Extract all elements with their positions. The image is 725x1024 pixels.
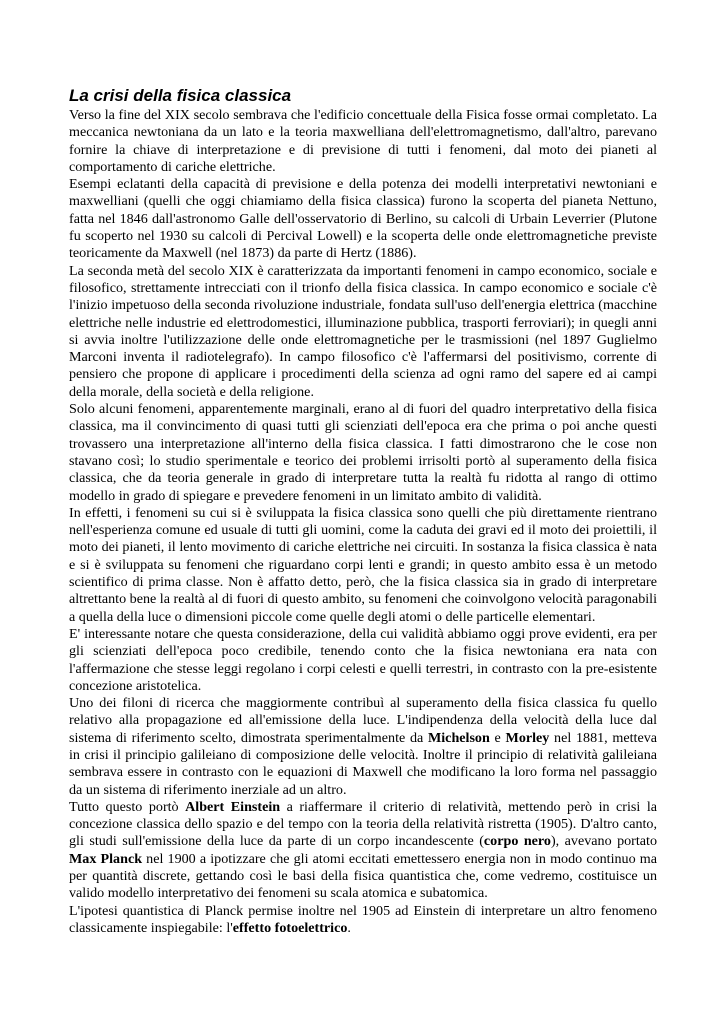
text-run: nel 1900 a ipotizzare che gli atomi eccitati emettessero energia non in modo continuo ma per quantità discrete, gettando così le basi della fisica quantistica che, come vedremo, costituisce un valido modello interpretativo dei fenomeni su scala atomica e subatomica. <box>69 850 657 902</box>
paragraph <box>69 107 657 176</box>
paragraph <box>69 626 657 695</box>
text-run: a riaffermare il criterio di relatività, mettendo però in crisi la concezione classica dello spazio e del tempo con la teoria della relatività ristretta (1905). D'altro canto, gli studi sull'emissione della luce da parte di un corpo incandescente ( <box>69 798 657 850</box>
text-run: Uno dei filoni di ricerca che maggiormente contribuì al superamento della fisica classica fu quello relativo alla propagazione ed all'emissione della luce. L'indipendenza della velocità della luce dal sistema di riferimento scelto, dimostrata sperimentalmente da <box>69 695 657 746</box>
bold-term: effetto fotoelettrico <box>232 919 348 936</box>
paragraph <box>69 176 657 262</box>
bold-term: Max Planck <box>69 850 143 867</box>
text-run: Esempi eclatanti della capacità di previsione e della potenza dei modelli interpretativi newtoniani e maxwelliani (quelli che oggi chiamiamo della fisica classica) furono la scoperta del pianeta Nettuno, fatta nel 1846 dall'astronomo Galle dell'osservatorio di Berlino, su calcoli di Urbain Leverrier (Plutone fu scoperto nel 1930 su calcoli di Percival Lowell) e la scoperta delle onde elettromagnetiche previste teoricamente da Maxwell (nel 1873) da parte di Hertz (1886). <box>69 176 657 262</box>
paragraph <box>69 903 657 938</box>
bold-term: corpo nero <box>483 833 551 850</box>
text-run: . <box>347 919 351 936</box>
text-run: ), avevano portato <box>550 833 658 850</box>
page-title: La crisi della fisica classica <box>69 86 292 105</box>
document-page <box>69 86 657 937</box>
text-run: L'ipotesi quantistica di Planck permise inoltre nel 1905 ad Einstein di interpretare un altro fenomeno classicamente inspiegabile: l' <box>69 902 657 936</box>
bold-term: Michelson <box>427 729 490 746</box>
text-run: Verso la fine del XIX secolo sembrava che l'edificio concettuale della Fisica fosse ormai completato. La meccanica newtoniana da un lato e la teoria maxwelliana dell'elettromagnetismo, dall'altro, parevano fornire la chiave di interpretazione e di previsione di tutti i fenomeni, dal moto dei pianeti al comportamento di cariche elettriche. <box>69 107 657 175</box>
paragraph <box>69 505 657 626</box>
bold-term: Albert Einstein <box>185 798 281 815</box>
text-run: Tutto questo portò <box>69 798 186 815</box>
paragraph <box>69 695 657 799</box>
bold-term: Morley <box>505 729 550 746</box>
text-run: nel 1881, metteva in crisi il principio galileiano di composizione delle velocità. Inoltre il principio di relatività galileiana sembrava essere in contrasto con le equazioni di Maxwell che modificano la loro forma nel passaggio da un sistema di riferimento inerziale ad un altro. <box>69 729 658 798</box>
paragraph <box>69 799 657 903</box>
text-run: E' interessante notare che questa considerazione, della cui validità abbiamo oggi prove evidenti, era per gli scienziati dell'epoca poco credibile, tenendo conto che la fisica newtoniana era nata con l'affermazione che stesse leggi regolano i corpi celesti e quelli terrestri, in contrasto con la pre-esistente concezione aristotelica. <box>69 625 657 694</box>
document-body <box>69 107 657 937</box>
text-run: In effetti, i fenomeni su cui si è sviluppata la fisica classica sono quelli che più direttamente rientrano nell'esperienza comune ed usuale di tutti gli uomini, come la caduta dei gravi ed il moto dei proiettili, il moto dei pianeti, il lento movimento di cariche elettriche nei circuiti. In sostanza la fisica classica è nata e si è sviluppata su fenomeni che riguardano corpi lenti e grandi; in questo ambito essa è un metodo scientifico di prima classe. Non è affatto detto, però, che la fisica classica sia in grado di interpretare altrettanto bene la realtà al di fuori di questo ambito, su fenomeni che coinvolgono velocità paragonabili a quella della luce o dimensioni piccole come quelle degli atomi o delle particelle elementari. <box>69 504 657 625</box>
text-run: e <box>489 729 506 746</box>
paragraph <box>69 401 657 505</box>
text-run: Solo alcuni fenomeni, apparentemente marginali, erano al di fuori del quadro interpretativo della fisica classica, ma il convincimento di quasi tutti gli scienziati dell'epoca era che prima o poi anche questi trovassero una interpretazione all'interno della fisica classica. I fatti dimostrarono che le cose non stavano così; lo studio sperimentale e teorico dei problemi irrisolti portò al superamento della fisica classica, che da teoria generale in grado di interpretare tutta la realtà fu ridotta al rango di ottimo modello in grado di spiegare e prevedere fenomeni in un limitato ambito di validità. <box>69 401 657 504</box>
text-run: La seconda metà del secolo XIX è caratterizzata da importanti fenomeni in campo economico, sociale e filosofico, strettamente intrecciati con il trionfo della fisica classica. In campo economico e sociale c'è l'inizio impetuoso della seconda rivoluzione industriale, fondata sull'uso dell'energia elettrica (macchine elettriche nelle industrie ed elettrodomestici, illuminazione pubblica, trasporti ferroviari); in quegli anni si avvia inoltre l'utilizzazione delle onde elettromagnetiche per le trasmissioni (nel 1897 Guglielmo Marconi inventa il radiotelegrafo). In campo filosofico c'è l'affermarsi del positivismo, corrente di pensiero che propone di applicare i procedimenti della scienza ad ogni ramo del sapere ed ai campi della morale, della società e della religione. <box>69 262 657 400</box>
paragraph <box>69 263 657 401</box>
